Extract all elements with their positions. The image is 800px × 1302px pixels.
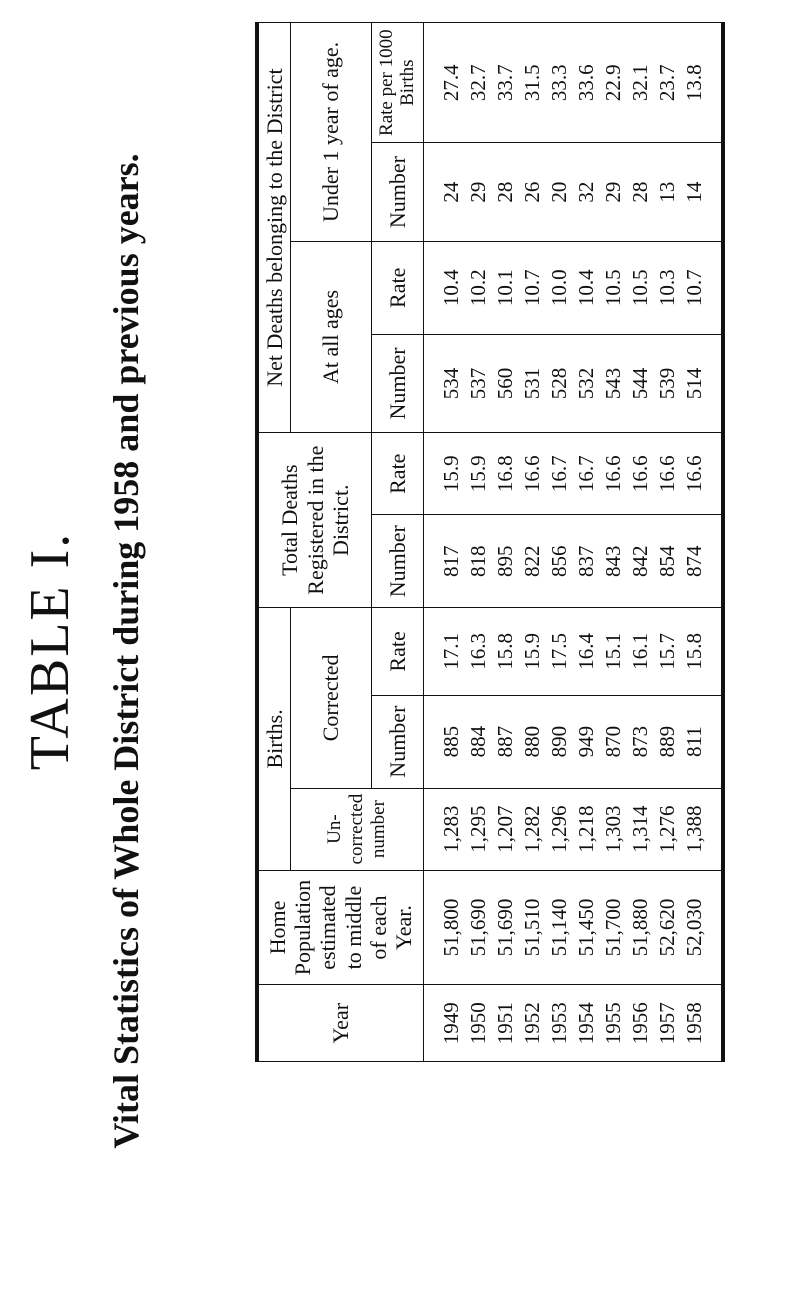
table-cell: 1953 xyxy=(546,1002,571,1045)
column-home-population xyxy=(423,870,723,985)
table-cell: 16.6 xyxy=(519,455,544,493)
table-cell: 51,700 xyxy=(600,898,625,957)
table-cell: 15.9 xyxy=(438,455,463,493)
table-cell: 16.6 xyxy=(627,455,652,493)
column-total-deaths-number xyxy=(423,515,723,608)
header-under1-rate: Rate per 1000 Births xyxy=(372,23,423,143)
header-total-deaths-number: Number xyxy=(372,515,423,608)
table-cell: 16.8 xyxy=(492,455,517,493)
header-net-deaths-rate: Rate xyxy=(372,241,423,334)
table-cell: 1958 xyxy=(681,1002,706,1045)
table-cell: 10.5 xyxy=(627,269,652,307)
table-cell: 1,282 xyxy=(519,805,544,853)
table-subtitle: Vital Statistics of Whole District during 1958 and previous years. xyxy=(106,153,146,1149)
table-cell: 29 xyxy=(465,181,490,203)
table-cell: 15.8 xyxy=(681,633,706,670)
table-cell: 1,296 xyxy=(546,805,571,853)
table-cell: 856 xyxy=(546,545,571,577)
table-cell: 13.8 xyxy=(681,64,706,102)
table-cell: 843 xyxy=(600,545,625,577)
table-cell: 14 xyxy=(681,181,706,203)
table-cell: 889 xyxy=(654,725,679,758)
column-net-deaths-number xyxy=(423,334,723,432)
table-cell: 52,620 xyxy=(654,898,679,957)
header-home-population: Home Population estimated to middle of each Year. xyxy=(257,870,423,985)
table-cell: 10.5 xyxy=(600,269,625,307)
table-cell: 514 xyxy=(681,367,706,400)
column-births-corrected-rate xyxy=(423,608,723,695)
table-cell: 51,140 xyxy=(546,898,571,957)
table-cell: 10.7 xyxy=(519,269,544,307)
table-cell: 51,880 xyxy=(627,898,652,957)
table-cell: 1,295 xyxy=(465,805,490,853)
table-cell: 880 xyxy=(519,725,544,758)
table-cell: 528 xyxy=(546,367,571,400)
table-cell: 1952 xyxy=(519,1002,544,1045)
table-cell: 870 xyxy=(600,725,625,758)
table-cell: 16.7 xyxy=(573,455,598,493)
header-births-rate: Rate xyxy=(372,608,423,695)
table-title: TABLE I. xyxy=(19,531,81,771)
header-total-deaths: Total Deaths Registered in the District. xyxy=(257,433,372,608)
table-cell: 10.7 xyxy=(681,269,706,307)
table-cell: 16.3 xyxy=(465,633,490,670)
table-cell: 887 xyxy=(492,725,517,758)
table-cell: 33.3 xyxy=(546,64,571,102)
table-cell: 10.4 xyxy=(438,269,463,307)
table-cell: 17.5 xyxy=(546,633,571,670)
table-cell: 28 xyxy=(627,181,652,203)
table-cell: 16.6 xyxy=(681,455,706,493)
table-cell: 16.1 xyxy=(627,633,652,670)
table-cell: 890 xyxy=(546,725,571,758)
table-cell: 10.2 xyxy=(465,269,490,307)
table-cell: 16.7 xyxy=(546,455,571,493)
table-cell: 51,690 xyxy=(492,898,517,957)
header-at-all-ages: At all ages xyxy=(290,241,372,432)
table-cell: 10.0 xyxy=(546,269,571,307)
table-cell: 29 xyxy=(600,181,625,203)
table-cell: 949 xyxy=(573,725,598,758)
table-cell: 885 xyxy=(438,725,463,758)
header-total-deaths-rate: Rate xyxy=(372,433,423,515)
table-cell: 24 xyxy=(438,181,463,203)
column-total-deaths-rate xyxy=(423,433,723,515)
table-cell: 1955 xyxy=(600,1002,625,1045)
table-cell: 531 xyxy=(519,367,544,400)
table-cell: 15.1 xyxy=(600,633,625,670)
header-net-deaths-number: Number xyxy=(372,334,423,432)
header-uncorrected-number: Un-corrected number xyxy=(290,788,423,870)
table-cell: 1956 xyxy=(627,1002,652,1045)
table-cell: 17.1 xyxy=(438,633,463,670)
table-cell: 1950 xyxy=(465,1002,490,1045)
table-cell: 873 xyxy=(627,725,652,758)
table-cell: 10.1 xyxy=(492,269,517,307)
table-cell: 22.9 xyxy=(600,64,625,102)
table-cell: 534 xyxy=(438,367,463,400)
table-cell: 1,388 xyxy=(681,805,706,853)
table-cell: 544 xyxy=(627,367,652,400)
table-cell: 1954 xyxy=(573,1002,598,1045)
header-births: Births. xyxy=(257,608,290,870)
table-cell: 1949 xyxy=(438,1002,463,1045)
table-cell: 1,314 xyxy=(627,805,652,853)
header-births-number: Number xyxy=(372,695,423,788)
table-cell: 1,218 xyxy=(573,805,598,853)
table-cell: 33.7 xyxy=(492,64,517,102)
table-cell: 837 xyxy=(573,545,598,577)
table-cell: 16.6 xyxy=(600,455,625,493)
table-cell: 537 xyxy=(465,367,490,400)
table-cell: 15.9 xyxy=(465,455,490,493)
table-cell: 884 xyxy=(465,725,490,758)
table-cell: 15.7 xyxy=(654,633,679,670)
table-cell: 811 xyxy=(681,726,706,757)
table-cell: 1,283 xyxy=(438,805,463,853)
table-cell: 818 xyxy=(465,545,490,577)
table-cell: 895 xyxy=(492,545,517,577)
table-cell: 10.4 xyxy=(573,269,598,307)
column-net-deaths-rate xyxy=(423,241,723,334)
table-cell: 51,690 xyxy=(465,898,490,957)
table-cell: 20 xyxy=(546,181,571,203)
table-cell: 16.4 xyxy=(573,633,598,670)
table-cell: 32.1 xyxy=(627,64,652,102)
header-under1-number: Number xyxy=(372,143,423,241)
table-cell: 23.7 xyxy=(654,64,679,102)
table-cell: 52,030 xyxy=(681,898,706,957)
table-cell: 51,450 xyxy=(573,898,598,957)
table-cell: 539 xyxy=(654,367,679,400)
table-cell: 15.9 xyxy=(519,633,544,670)
table-cell: 822 xyxy=(519,545,544,577)
table-cell: 51,510 xyxy=(519,898,544,957)
table-cell: 1,303 xyxy=(600,805,625,853)
vital-statistics-table xyxy=(255,22,725,1062)
column-under1-number xyxy=(423,143,723,241)
table-cell: 13 xyxy=(654,181,679,203)
table-cell: 842 xyxy=(627,545,652,577)
table-cell: 32 xyxy=(573,181,598,203)
column-births-corrected-number xyxy=(423,695,723,788)
header-corrected: Corrected xyxy=(290,608,372,788)
column-births-uncorrected xyxy=(423,788,723,870)
table-cell: 1957 xyxy=(654,1002,679,1045)
table-cell: 31.5 xyxy=(519,64,544,102)
table-cell: 33.6 xyxy=(573,64,598,102)
table-cell: 560 xyxy=(492,367,517,400)
table-cell: 543 xyxy=(600,367,625,400)
table-cell: 15.8 xyxy=(492,633,517,670)
column-year xyxy=(423,985,723,1062)
column-under1-rate xyxy=(423,23,723,143)
table-cell: 854 xyxy=(654,545,679,577)
table-cell: 1951 xyxy=(492,1002,517,1045)
table-cell: 10.3 xyxy=(654,269,679,307)
table-cell: 532 xyxy=(573,367,598,400)
table-cell: 1,207 xyxy=(492,805,517,853)
table-cell: 1,276 xyxy=(654,805,679,853)
header-under-1-year: Under 1 year of age. xyxy=(290,23,372,242)
table-cell: 874 xyxy=(681,545,706,577)
table-cell: 27.4 xyxy=(438,64,463,102)
header-net-deaths: Net Deaths belonging to the District xyxy=(257,23,290,433)
table-cell: 51,800 xyxy=(438,898,463,957)
header-year: Year xyxy=(257,985,423,1062)
table-cell: 28 xyxy=(492,181,517,203)
table-cell: 26 xyxy=(519,181,544,203)
table-cell: 817 xyxy=(438,545,463,577)
table-cell: 16.6 xyxy=(654,455,679,493)
table-cell: 32.7 xyxy=(465,64,490,102)
